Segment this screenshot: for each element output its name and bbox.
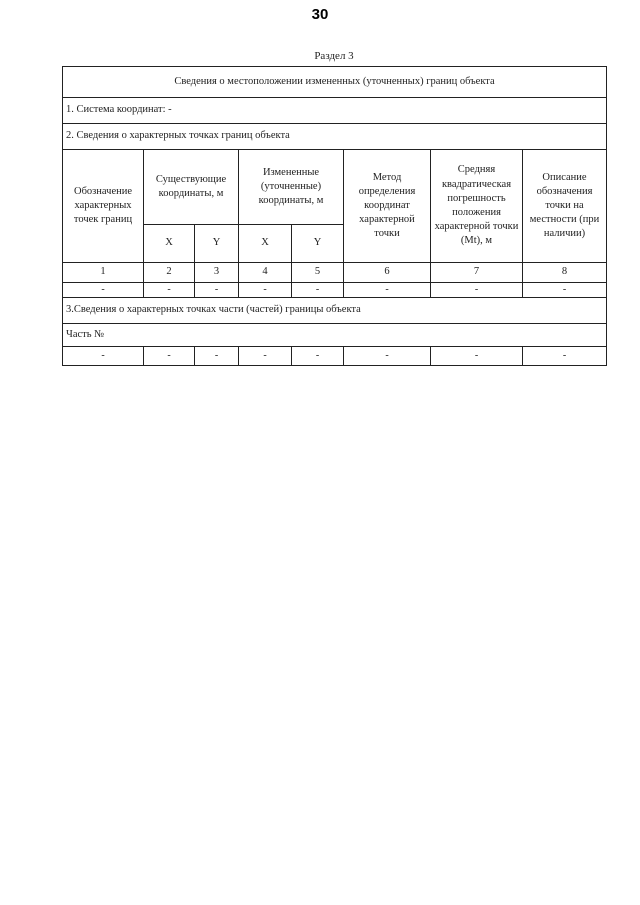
header-row (63, 150, 607, 225)
table-cell: - (144, 283, 195, 298)
coord-system: 1. Система координат: - (63, 98, 607, 124)
table-cell: - (431, 283, 523, 298)
page-number: 30 (311, 6, 329, 23)
table-cell: - (239, 283, 292, 298)
header-y-existing: Y (195, 225, 239, 263)
header-x-existing: X (144, 225, 195, 263)
parts-heading: 3.Сведения о характерных точках части (частей) границы объекта (63, 298, 607, 324)
table-cell: - (431, 347, 523, 366)
table-cell: - (292, 347, 344, 366)
part-label-row (63, 324, 607, 347)
boundary-table (62, 66, 607, 366)
table-cell: - (523, 283, 607, 298)
points-heading-row (63, 124, 607, 150)
table-title-row (63, 67, 607, 98)
header-method: Метод определения координат характерной точки (344, 150, 431, 263)
table-title: Сведения о местоположении измененных (уточненных) границ объекта (63, 67, 607, 98)
header-error: Средняя квадратическая погрешность положения характерной точки (Mt), м (431, 150, 523, 263)
header-designation: Обозначение характерных точек границ (63, 150, 144, 263)
table-cell: - (63, 283, 144, 298)
header-x-changed: X (239, 225, 292, 263)
table-row (63, 283, 607, 298)
header-changed-coords: Измененные (уточненные) координаты, м (239, 150, 344, 225)
column-number: 1 (63, 263, 144, 283)
column-number: 7 (431, 263, 523, 283)
table-cell: - (292, 283, 344, 298)
column-number: 2 (144, 263, 195, 283)
table-cell: - (195, 283, 239, 298)
table-cell: - (144, 347, 195, 366)
column-number: 4 (239, 263, 292, 283)
coord-system-row (63, 98, 607, 124)
section-label: Раздел 3 (314, 50, 354, 62)
table-cell: - (195, 347, 239, 366)
part-label: Часть № (63, 324, 607, 347)
column-number: 3 (195, 263, 239, 283)
points-heading: 2. Сведения о характерных точках границ объекта (63, 124, 607, 150)
table-row (63, 347, 607, 366)
header-existing-coords: Существующие координаты, м (144, 150, 239, 225)
table-cell: - (63, 347, 144, 366)
column-number: 6 (344, 263, 431, 283)
table-cell: - (344, 283, 431, 298)
column-number-row (63, 263, 607, 283)
parts-heading-row (63, 298, 607, 324)
header-description: Описание обозначения точки на местности (при наличии) (523, 150, 607, 263)
column-number: 8 (523, 263, 607, 283)
table-cell: - (523, 347, 607, 366)
column-number: 5 (292, 263, 344, 283)
header-y-changed: Y (292, 225, 344, 263)
table-cell: - (239, 347, 292, 366)
table-cell: - (344, 347, 431, 366)
